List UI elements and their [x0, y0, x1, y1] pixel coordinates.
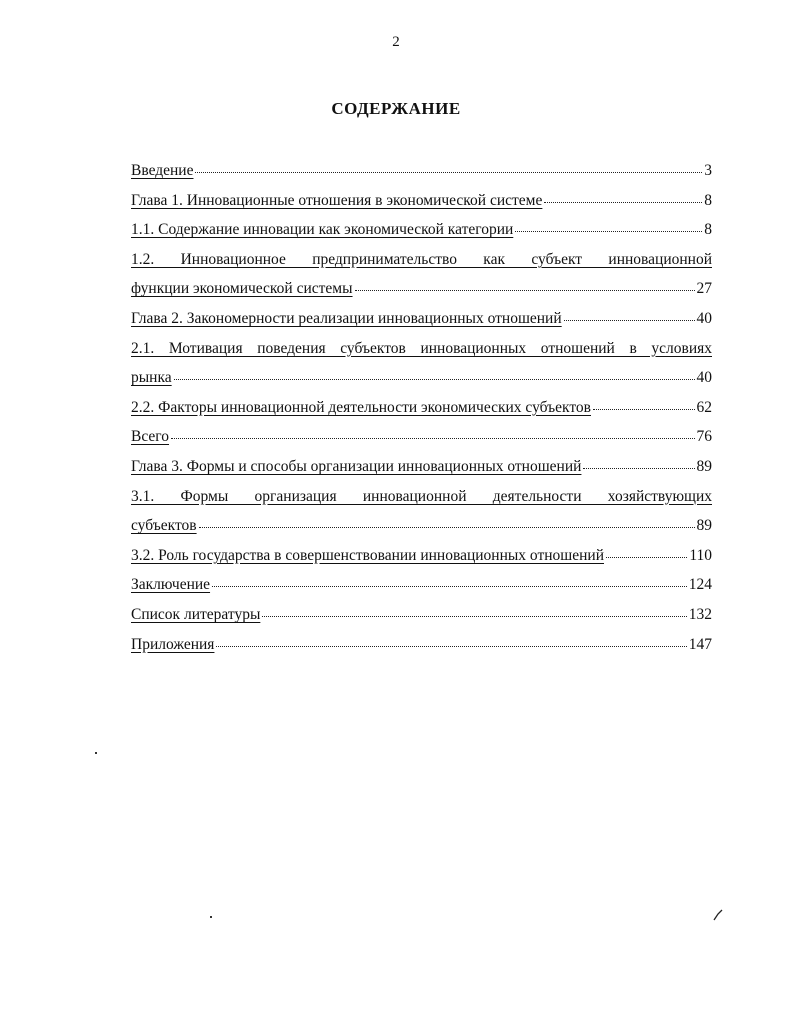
toc-entry-section-3-2[interactable] — [131, 541, 712, 571]
dot-leader — [216, 646, 686, 647]
dot-leader — [515, 231, 702, 232]
toc-entry-section-2-1-line1[interactable] — [131, 334, 712, 364]
dot-leader — [606, 557, 687, 558]
toc-entry-page: 3 — [704, 162, 712, 179]
toc-entry-page: 27 — [696, 280, 712, 298]
toc-entry-label: Всего — [131, 428, 170, 446]
toc-entry-section-2-2[interactable] — [131, 393, 712, 423]
dot-leader — [174, 379, 695, 380]
dot-leader — [583, 468, 694, 469]
toc-entry-page: 110 — [689, 546, 712, 564]
toc-entry-label: 2.2. Факторы инновационной деятельности экономических субъектов — [131, 398, 591, 416]
toc-entry-label: Глава 3. Формы и способы организации инновационных отношений — [131, 457, 582, 475]
toc-entry-label: 3.2. Роль государства в совершенствовании инновационных отношений — [131, 546, 604, 564]
toc-entry-page: 40 — [696, 369, 712, 387]
toc-entry-label: Введение — [131, 162, 194, 179]
dot-leader — [564, 320, 695, 321]
toc-entry-label: функции экономической системы — [131, 280, 353, 298]
toc-entry-chapter-3[interactable] — [131, 452, 712, 482]
dot-leader — [212, 586, 687, 587]
toc-entry-chapter-2[interactable] — [131, 304, 712, 334]
toc-entry-chapter-1[interactable] — [131, 186, 712, 216]
dot-leader — [355, 290, 695, 291]
toc-entry-page: 132 — [688, 605, 712, 623]
toc-entry-page: 147 — [688, 635, 712, 653]
toc-entry-total[interactable] — [131, 422, 712, 452]
dot-leader — [544, 202, 702, 203]
toc-entry-page: 8 — [704, 191, 712, 209]
toc-entry-section-1-1[interactable] — [131, 215, 712, 245]
toc-entry-section-2-1-line2[interactable] — [131, 363, 712, 393]
dot-leader — [199, 527, 695, 528]
dot-leader — [262, 616, 686, 617]
toc-entry-section-1-2-line2[interactable] — [131, 274, 712, 304]
toc-entry-label: Приложения — [131, 635, 215, 653]
toc-entry-label: рынка — [131, 369, 172, 387]
toc-title: СОДЕРЖАНИЕ — [331, 99, 461, 118]
toc-entry-label: Глава 2. Закономерности реализации инновационных отношений — [131, 309, 562, 327]
toc-entry-appendices[interactable] — [131, 630, 712, 660]
toc-entry-label: Глава 1. Инновационные отношения в экономической системе — [131, 191, 543, 209]
scan-speck — [95, 752, 97, 754]
toc-entry-section-3-1-line1[interactable] — [131, 482, 712, 512]
scan-speck — [210, 916, 212, 918]
toc-entry-label: 2.1. Мотивация поведения субъектов инновационных отношений в условиях — [131, 339, 712, 357]
toc-entry-section-3-1-line2[interactable] — [131, 511, 712, 541]
toc-entry-label: 1.1. Содержание инновации как экономической категории — [131, 221, 514, 239]
dot-leader — [593, 409, 695, 410]
toc-entry-label: Список литературы — [131, 605, 261, 623]
toc-entry-section-1-2-line1[interactable] — [131, 245, 712, 275]
table-of-contents — [131, 156, 712, 659]
toc-entry-conclusion[interactable] — [131, 570, 712, 600]
toc-entry-introduction[interactable] — [131, 156, 712, 186]
toc-entry-page: 40 — [696, 309, 712, 327]
toc-entry-page: 76 — [696, 428, 712, 446]
toc-entry-bibliography[interactable] — [131, 600, 712, 630]
dot-leader — [195, 172, 702, 173]
toc-entry-label: 3.1. Формы организация инновационной деятельности хозяйствующих — [131, 487, 712, 505]
toc-entry-page: 62 — [696, 398, 712, 416]
toc-entry-label: 1.2. Инновационное предпринимательство как субъект инновационной — [131, 250, 712, 268]
toc-entry-page: 89 — [696, 517, 712, 535]
toc-entry-label: субъектов — [131, 517, 197, 535]
toc-entry-page: 8 — [704, 221, 712, 239]
toc-entry-label: Заключение — [131, 576, 211, 594]
page-number: 2 — [392, 34, 400, 50]
toc-entry-page: 124 — [688, 576, 712, 594]
toc-entry-page: 89 — [696, 457, 712, 475]
pen-mark — [712, 908, 724, 922]
dot-leader — [171, 438, 694, 439]
